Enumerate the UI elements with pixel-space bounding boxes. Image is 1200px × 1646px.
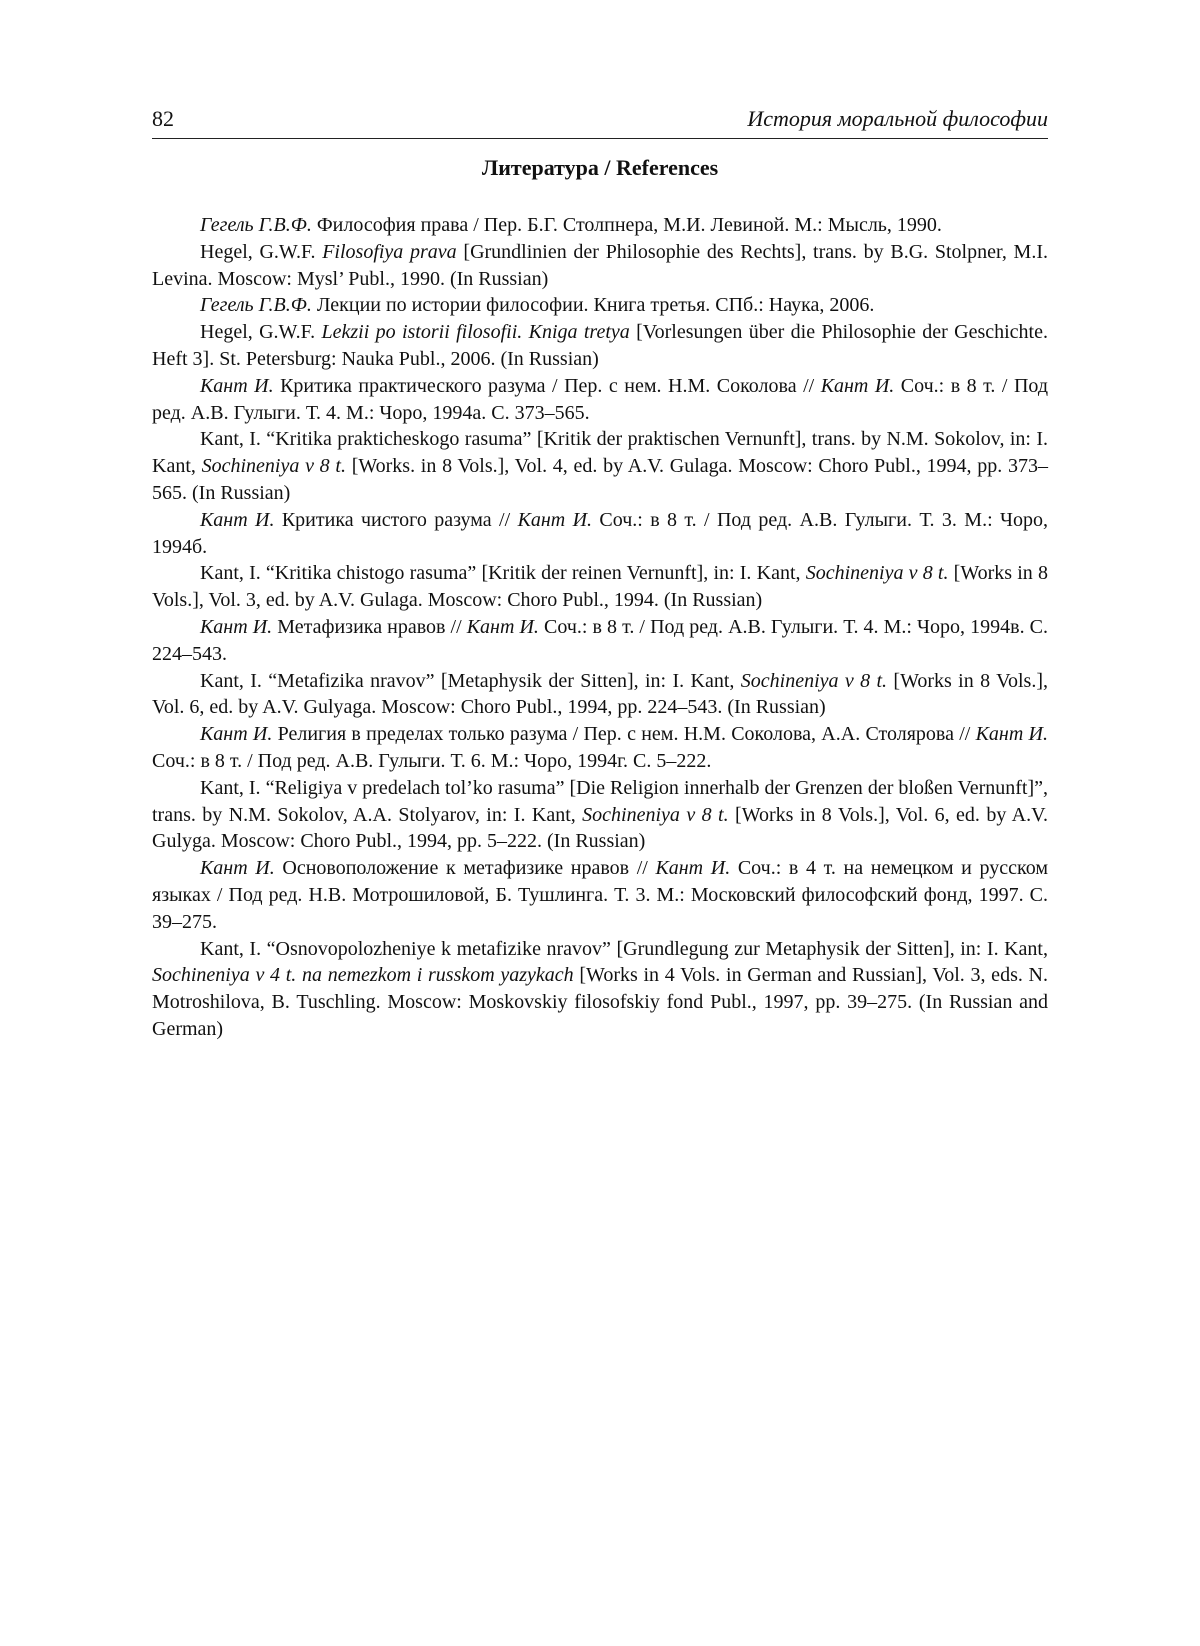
reference-text-run: Kant, I. “Kritika prakticheskogo rasuma” [Kritik der praktischen Vernunft], trans. by N.M. Sokolov, in: I. Kant, — [152, 428, 1048, 478]
reference-entry — [152, 721, 1048, 775]
reference-text-run: Метафизика нравов // — [272, 615, 467, 638]
reference-list — [152, 212, 1048, 1043]
reference-entry — [152, 614, 1048, 668]
reference-entry — [152, 775, 1048, 855]
reference-italic-run: Filosofiya prava — [322, 240, 457, 263]
reference-italic-run: Кант И. — [200, 374, 274, 397]
reference-italic-run: Кант И. — [200, 723, 273, 746]
reference-text-run: [Works in 4 Vols. in German and Russian], Vol. 3, eds. N. Motroshilova, B. Tuschling. Moscow: Moskovskiy filosofskiy fond Publ., 1997, pp. 39–275. (In Russian and German) — [152, 964, 1049, 1040]
reference-text-run: Соч.: в 8 т. / Под ред. А.В. Гулыги. Т. 4. М.: Чоро, 1994в. С. 224–543. — [152, 615, 1048, 665]
reference-italic-run: Sochineniya v 4 t. na nemezkom i russkom yazykach — [152, 964, 574, 987]
reference-text-run: Соч.: в 8 т. / Под ред. А.В. Гулыги. Т. 4. М.: Чоро, 1994а. С. 373–565. — [152, 374, 1049, 424]
section-title: Литература / References — [481, 155, 719, 180]
reference-italic-run: Кант И. — [655, 857, 731, 880]
reference-italic-run: Кант И. — [820, 374, 895, 397]
reference-text-run: Соч.: в 4 т. на немецком и русском языках / Под ред. Н.В. Мотрошиловой, Б. Тушлинга. Т. 3. М.: Московский философский фонд, 1997. С. 39–275. — [152, 857, 1048, 933]
reference-text-run: Соч.: в 8 т. / Под ред. А.В. Гулыги. Т. 6. М.: Чоро, 1994г. С. 5–222. — [152, 749, 712, 772]
reference-italic-run: Sochineniya v 8 t. — [582, 803, 729, 826]
reference-text-run: Критика практического разума / Пер. с нем. Н.М. Соколова // — [273, 374, 821, 397]
reference-text-run: Hegel, G.W.F. — [200, 321, 322, 344]
reference-italic-run: Sochineniya v 8 t. — [201, 455, 346, 478]
reference-text-run: Hegel, G.W.F. — [200, 240, 323, 263]
reference-italic-run: Кант И. — [466, 615, 539, 638]
reference-text-run: Религия в пределах только разума / Пер. с нем. Н.М. Соколова, А.А. Столярова // — [272, 723, 976, 746]
reference-text-run: [Works in 8 Vols.], Vol. 6, ed. by A.V. Gulyga. Moscow: Choro Publ., 1994, pp. 5–222. (In Russian) — [152, 803, 1048, 853]
reference-text-run: [Vorlesungen über die Philosophie der Geschichte. Heft 3]. St. Petersburg: Nauka Publ., 2006. (In Russian) — [152, 321, 1048, 370]
reference-entry — [152, 426, 1048, 506]
reference-italic-run: Кант И. — [517, 508, 593, 531]
reference-italic-run: Lekzii po istorii filosofii. Kniga tretya — [321, 321, 630, 344]
reference-entry — [152, 507, 1048, 561]
reference-italic-run: Sochineniya v 8 t. — [740, 669, 888, 692]
reference-text-run: Kant, I. “Osnovopolozheniye k metafizike nravov” [Grundlegung zur Metaphysik der Sitten], in: I. Kant, — [200, 937, 1048, 960]
reference-italic-run: Кант И. — [975, 723, 1048, 746]
reference-italic-run: Кант И. — [200, 508, 275, 531]
reference-italic-run: Гегель Г.В.Ф. — [200, 294, 312, 317]
reference-text-run: Лекции по истории философии. Книга третья. СПб.: Наука, 2006. — [311, 294, 875, 317]
reference-italic-run: Кант И. — [200, 857, 275, 880]
reference-text-run: Основоположение к метафизике нравов // — [274, 857, 656, 880]
reference-italic-run: Гегель Г.В.Ф. — [200, 214, 312, 236]
reference-entry — [152, 319, 1048, 373]
reference-text-run: Критика чистого разума // — [274, 508, 518, 531]
reference-entry — [152, 855, 1048, 935]
reference-text-run: Kant, I. “Kritika chistogo rasuma” [Kritik der reinen Vernunft], in: I. Kant, — [200, 562, 806, 585]
reference-entry — [152, 560, 1048, 614]
reference-entry — [152, 936, 1048, 1043]
reference-text-run: [Works. in 8 Vols.], Vol. 4, ed. by A.V. Gulaga. Moscow: Choro Publ., 1994, pp. 373–565. (In Russian) — [152, 455, 1048, 504]
page-header — [152, 104, 1048, 139]
page-number: 82 — [152, 106, 174, 131]
reference-entry — [152, 292, 1048, 319]
reference-italic-run: Кант И. — [200, 615, 273, 638]
reference-text-run: Kant, I. “Religiya v predelach tol’ko rasuma” [Die Religion innerhalb der Grenzen der bloßen Vernunft]”, trans. by N.M. Sokolov, A.A. Stolyarov, in: I. Kant, — [152, 776, 1048, 826]
reference-text-run: [Grundlinien der Philosophie des Rechts], trans. by B.G. Stolpner, M.I. Levina. Moscow: Mysl’ Publ., 1990. (In Russian) — [152, 240, 1048, 290]
reference-text-run: Философия права / Пер. Б.Г. Столпнера, М.И. Левиной. М.: Мысль, 1990. — [311, 214, 942, 236]
reference-italic-run: Sochineniya v 8 t. — [805, 562, 949, 585]
reference-entry — [152, 212, 1048, 239]
reference-text-run: Соч.: в 8 т. / Под ред. А.В. Гулыги. Т. 3. М.: Чоро, 1994б. — [152, 508, 1049, 558]
reference-entry — [152, 373, 1048, 427]
running-title: История моральной философии — [747, 106, 1048, 131]
reference-text-run: Kant, I. “Metafizika nravov” [Metaphysik der Sitten], in: I. Kant, — [200, 669, 741, 692]
reference-text-run: [Works in 8 Vols.], Vol. 6, ed. by A.V. Gulyaga. Moscow: Choro Publ., 1994, pp. 224–543. (In Russian) — [152, 669, 1048, 719]
reference-text-run: [Works in 8 Vols.], Vol. 3, ed. by A.V. Gulaga. Moscow: Choro Publ., 1994. (In Russian) — [152, 562, 1049, 612]
reference-entry — [152, 239, 1048, 293]
reference-entry — [152, 668, 1048, 722]
